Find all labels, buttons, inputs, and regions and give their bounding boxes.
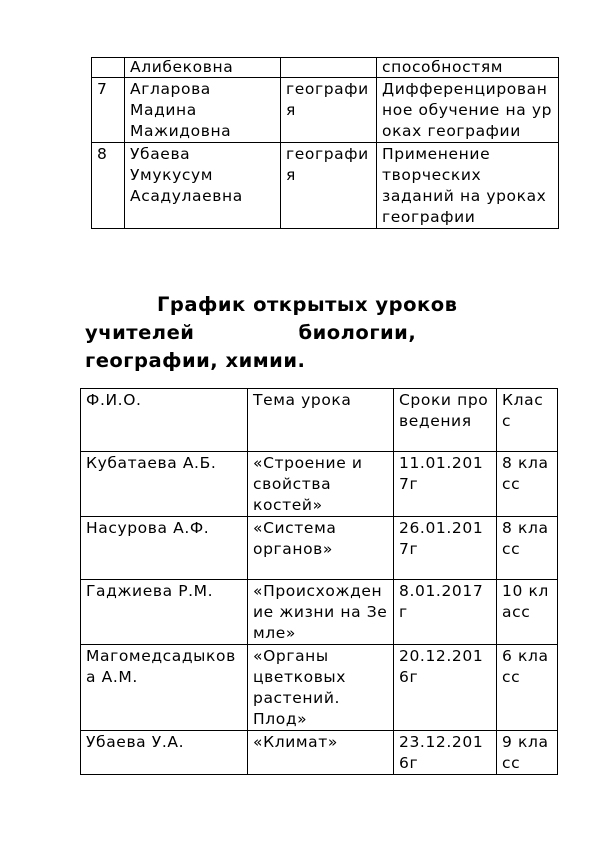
lesson-topic: «Происхождение жизни на Земле» <box>248 580 394 645</box>
table-row <box>92 143 559 229</box>
lesson-grade: 6 класс <box>497 645 558 731</box>
lesson-topic: «Система органов» <box>248 517 394 580</box>
title-line-1: График открытых уроков <box>157 293 458 316</box>
title-word-biology: биологии, <box>298 321 417 344</box>
lesson-grade: 8 класс <box>497 517 558 580</box>
lesson-topic: «Строение и свойства костей» <box>248 452 394 517</box>
teacher-name: Кубатаева А.Б. <box>81 452 248 517</box>
lesson-date: 26.01.2017г <box>394 517 497 580</box>
subject: география <box>281 143 377 229</box>
header-grade: Класс <box>497 389 558 452</box>
subject <box>281 58 377 78</box>
row-number: 7 <box>92 78 125 143</box>
table-row <box>92 78 559 143</box>
lesson-topic: Дифференцированное обучение на уроках географии <box>377 78 559 143</box>
lesson-topic: способностям <box>377 58 559 78</box>
teacher-name: Магомедсадыкова А.М. <box>81 645 248 731</box>
table-row <box>81 645 558 731</box>
table-row <box>81 452 558 517</box>
title-word-teachers: учителей <box>85 321 195 344</box>
table-row <box>81 517 558 580</box>
header-name: Ф.И.О. <box>81 389 248 452</box>
header-topic: Тема урока <box>248 389 394 452</box>
row-number: 8 <box>92 143 125 229</box>
lesson-date: 23.12.2016г <box>394 731 497 775</box>
header-date: Сроки проведения <box>394 389 497 452</box>
teacher-name: Гаджиева Р.М. <box>81 580 248 645</box>
lesson-date: 8.01.2017 г <box>394 580 497 645</box>
lesson-date: 11.01.2017г <box>394 452 497 517</box>
teacher-name: Агларова Мадина Мажидовна <box>125 78 281 143</box>
page-title <box>85 291 505 375</box>
title-line-2 <box>85 319 505 347</box>
teacher-name: Алибековна <box>125 58 281 78</box>
subject: география <box>281 78 377 143</box>
lesson-grade: 8 класс <box>497 452 558 517</box>
lesson-topic: «Органы цветковых растений. Плод» <box>248 645 394 731</box>
teacher-name: Убаева У.А. <box>81 731 248 775</box>
table-header-row <box>81 389 558 452</box>
title-line-3: географии, химии. <box>85 349 306 372</box>
lesson-topic: Применение творческих заданий на уроках географии <box>377 143 559 229</box>
table-row <box>92 58 559 78</box>
lesson-date: 20.12.2016г <box>394 645 497 731</box>
lesson-topic: «Климат» <box>248 731 394 775</box>
lesson-grade: 9 класс <box>497 731 558 775</box>
teacher-name: Насурова А.Ф. <box>81 517 248 580</box>
table-row <box>81 580 558 645</box>
row-number <box>92 58 125 78</box>
teachers-table <box>91 57 559 229</box>
schedule-table <box>80 388 558 775</box>
teacher-name: Убаева Умукусум Асадулаевна <box>125 143 281 229</box>
table-row <box>81 731 558 775</box>
lesson-grade: 10 класс <box>497 580 558 645</box>
